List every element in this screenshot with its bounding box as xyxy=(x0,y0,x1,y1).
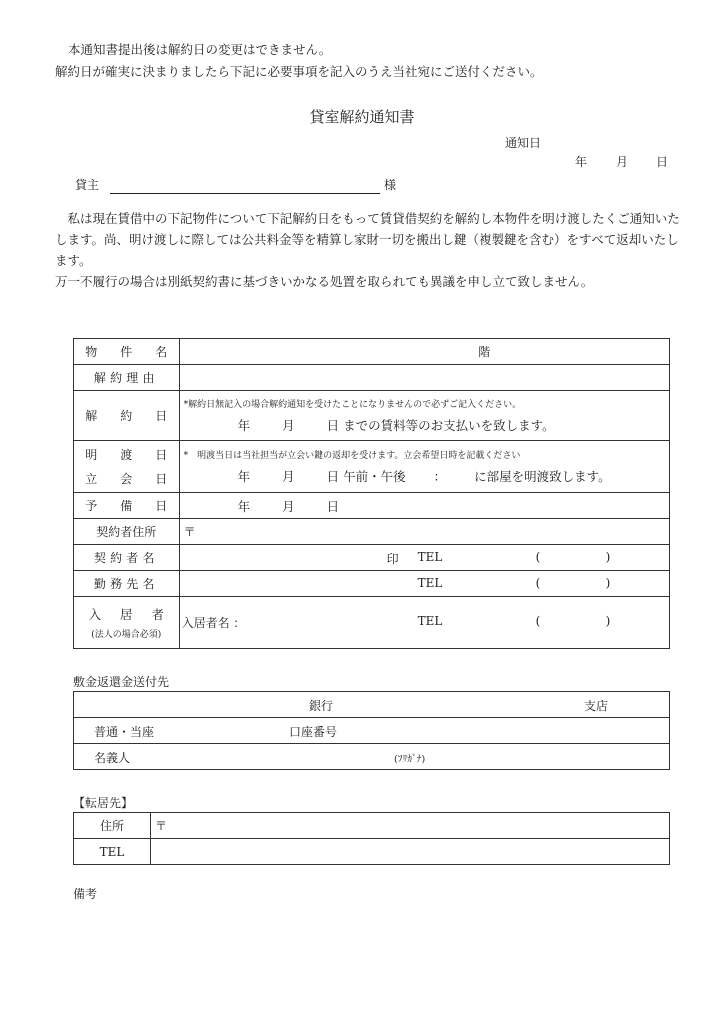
contractor-address-field[interactable] xyxy=(179,519,669,545)
handover-time-colon: ： xyxy=(433,469,447,484)
contractor-name-field[interactable] xyxy=(179,545,669,571)
table-row-workplace xyxy=(74,571,670,597)
cancel-month: 月 xyxy=(282,418,295,433)
table-row-spare-date xyxy=(74,493,670,519)
handover-label xyxy=(74,441,180,493)
handover-tail: に部屋を明渡致します。 xyxy=(474,469,611,484)
postal-mark: 〒 xyxy=(183,525,196,539)
resident-tel-label: TEL xyxy=(417,614,443,628)
table-row-contractor-name xyxy=(74,545,670,571)
table-row-cancel-date xyxy=(74,391,670,441)
new-tel-field[interactable] xyxy=(151,839,670,865)
table-row-reason xyxy=(74,365,670,391)
resident-field[interactable] xyxy=(179,597,669,649)
cancel-date-label: 解 約 日 xyxy=(74,391,180,441)
resident-name-label: 入居者名 ： xyxy=(181,616,246,630)
handover-ampm: 午前・午後 xyxy=(343,469,406,484)
handover-day: 日 xyxy=(326,469,340,484)
bank-suffix: 銀行 xyxy=(309,699,334,713)
table-row-handover xyxy=(74,441,670,493)
table-row-account xyxy=(74,718,670,744)
table-row-bank xyxy=(74,692,670,718)
contractor-address-label: 契約者住所 xyxy=(74,519,180,545)
seal-mark: 印 xyxy=(386,552,399,566)
resident-label: 入 居 者 xyxy=(88,607,172,622)
notification-day-field[interactable]: 日 xyxy=(656,155,669,169)
workplace-paren-close: ) xyxy=(605,576,611,590)
table-row-resident xyxy=(74,597,670,649)
spare-date-label: 予 備 日 xyxy=(74,493,180,519)
declaration-paragraph-2: 万一不履行の場合は別紙契約書に基づきいかなる処置を取られても異議を申し立て致しません。 xyxy=(55,274,594,289)
bank-field[interactable] xyxy=(74,692,670,718)
remarks-field[interactable] xyxy=(73,905,670,1005)
handover-note: * 明渡当日は当社担当が立会い鍵の返却を受けます。立会希望日時を記載ください xyxy=(183,451,521,461)
new-address-table xyxy=(73,812,670,865)
spare-month: 月 xyxy=(282,498,295,514)
workplace-label: 勤務先名 xyxy=(74,571,180,597)
cancel-date-tail: までの賃料等のお支払いを致します。 xyxy=(343,418,555,433)
new-address-heading: 【転居先】 xyxy=(73,796,134,810)
lessor-honorific: 様 xyxy=(384,178,397,192)
table-row-holder xyxy=(74,744,670,770)
notice-line-1: 本通知書提出後は解約日の変更はできません。 xyxy=(68,42,332,57)
cancellation-details-table xyxy=(73,338,670,649)
remarks-label: 備考 xyxy=(73,887,98,901)
cancel-date-field[interactable] xyxy=(179,391,669,441)
handover-date-label: 明 渡 日 xyxy=(85,447,177,462)
cancel-day: 日 xyxy=(326,418,340,433)
notification-year-field[interactable]: 年 xyxy=(575,155,588,169)
cancel-reason-field[interactable] xyxy=(179,365,669,391)
lessor-name-field[interactable] xyxy=(110,193,380,194)
table-row-property xyxy=(74,339,670,365)
declaration-text xyxy=(55,208,685,292)
cancel-year: 年 xyxy=(237,418,251,433)
new-tel-label: TEL xyxy=(74,839,151,865)
new-address-postal-mark: 〒 xyxy=(155,819,168,833)
account-field[interactable] xyxy=(74,718,670,744)
inspection-date-label: 立 会 日 xyxy=(85,471,177,486)
new-address-field[interactable] xyxy=(151,813,670,839)
declaration-paragraph-1: 私は現在賃借中の下記物件について下記解約日をもって賃貸借契約を解約し本物件を明け渡したくご通知いたします。尚、明け渡しに際しては公共料金等を精算し家財一切を搬出し鍵（複製鍵を含む）をすべて返却いたします。 xyxy=(55,211,680,268)
spare-date-field[interactable] xyxy=(179,493,669,519)
notification-date-label: 通知日 xyxy=(505,136,542,150)
notice-line-2: 解約日が確実に決まりましたら下記に必要事項を記入のうえ当社宛にご送付ください。 xyxy=(55,64,543,79)
property-name-field[interactable] xyxy=(179,339,669,365)
cancel-reason-label: 解約理由 xyxy=(74,365,180,391)
handover-month: 月 xyxy=(282,469,295,484)
lessor-label: 貸主 xyxy=(75,178,100,192)
deposit-refund-heading: 敷金返還金送付先 xyxy=(73,675,170,689)
table-row-contractor-address xyxy=(74,519,670,545)
contractor-tel-label: TEL xyxy=(417,550,443,564)
contractor-paren-close: ) xyxy=(605,550,611,564)
floor-suffix: 階 xyxy=(478,345,491,359)
account-type-label: 普通・当座 xyxy=(94,725,155,739)
resident-label-cell xyxy=(74,597,180,649)
resident-sublabel: (法人の場合必須) xyxy=(91,630,162,640)
furigana-label: (ﾌﾘｶﾞﾅ) xyxy=(394,754,426,765)
workplace-field[interactable] xyxy=(179,571,669,597)
notification-month-field[interactable]: 月 xyxy=(616,155,629,169)
spare-day: 日 xyxy=(326,498,340,514)
deposit-refund-table xyxy=(73,691,670,770)
document-title: 貸室解約通知書 xyxy=(309,108,415,126)
resident-paren-close: ) xyxy=(605,614,611,628)
table-row-new-tel xyxy=(74,839,670,865)
holder-label: 名義人 xyxy=(94,751,131,765)
workplace-tel-label: TEL xyxy=(417,576,443,590)
cancel-date-note: *解約日無記入の場合解約通知を受けたことになりませんので必ずご記入ください。 xyxy=(183,400,522,410)
table-row-new-address xyxy=(74,813,670,839)
property-name-label: 物 件 名 xyxy=(74,339,180,365)
branch-suffix: 支店 xyxy=(584,699,609,713)
contractor-paren-open: ( xyxy=(535,550,541,564)
holder-field[interactable] xyxy=(74,744,670,770)
workplace-paren-open: ( xyxy=(535,576,541,590)
resident-paren-open: ( xyxy=(535,614,541,628)
account-number-label: 口座番号 xyxy=(289,725,338,739)
handover-year: 年 xyxy=(237,469,251,484)
spare-year: 年 xyxy=(237,498,251,514)
new-address-label: 住所 xyxy=(74,813,151,839)
handover-field[interactable] xyxy=(179,441,669,493)
contractor-name-label: 契約者名 xyxy=(74,545,180,571)
